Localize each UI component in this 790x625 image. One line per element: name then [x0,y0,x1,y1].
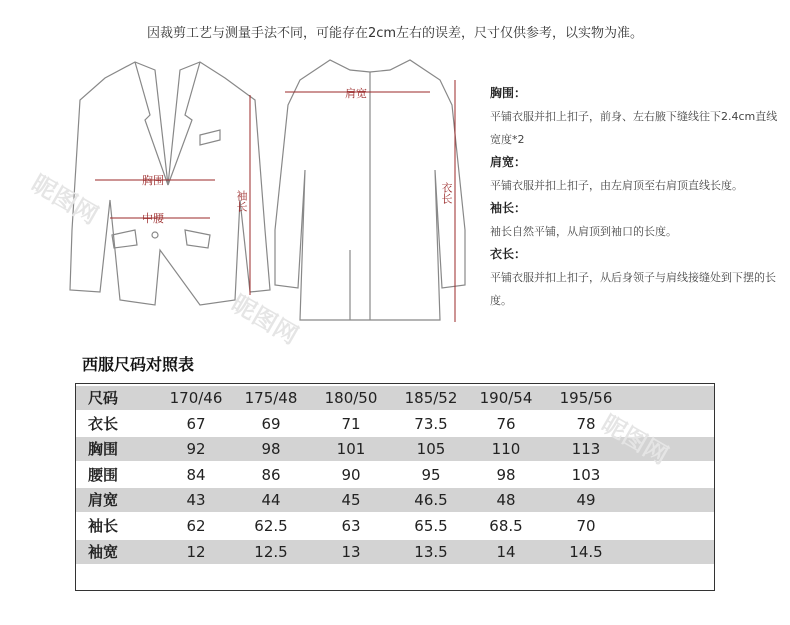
table-cell: 13 [341,542,361,561]
table-cell: 84 [186,465,206,484]
waist-label: 中腰 [142,213,164,225]
front-pocket-left [112,230,137,248]
suit-measurement-diagram [60,50,480,335]
table-row [76,488,714,512]
table-cell: 105 [416,440,446,459]
row-label: 腰围 [88,465,119,484]
row-label: 袖宽 [88,542,119,561]
table-cell: 43 [186,491,206,510]
table-cell: 78 [576,414,596,433]
table-cell: 86 [261,465,281,484]
front-lapel-right [168,62,200,185]
table-cell: 44 [261,491,281,510]
table-title: 西服尺码对照表 [82,355,195,374]
table-cell: 113 [571,440,601,459]
sleeve-label: 袖长 [235,190,247,212]
suit-diagram-svg [60,50,480,335]
table-cell: 98 [261,440,281,459]
note-sleeve-title: 袖长： [490,201,527,215]
table-cell: 73.5 [414,414,448,433]
table-cell: 69 [261,414,281,433]
table-cell: 195/56 [559,389,613,407]
table-cell: 190/54 [479,389,533,407]
table-cell: 63 [341,517,361,535]
table-cell: 95 [421,465,441,484]
table-cell: 62.5 [254,517,288,535]
table-cell: 62 [186,517,206,535]
watermark: 昵图网 [226,289,303,350]
row-label: 肩宽 [88,491,119,510]
front-breast-pocket [200,130,220,145]
note-shoulder-text: 平铺衣服并扣上扣子，由左肩顶至右肩顶直线长度。 [490,179,743,192]
table-cell: 76 [496,414,516,433]
table-cell: 12.5 [254,542,288,561]
table-cell: 98 [496,465,516,484]
note-length-title: 衣长： [490,247,527,261]
table-cell: 13.5 [414,542,448,561]
table-cell: 12 [186,542,206,561]
table-cell: 71 [341,414,361,433]
table-cell: 103 [571,465,601,484]
row-label: 袖长 [88,517,119,535]
front-jacket-outline [70,62,270,305]
note-length [490,243,780,312]
table-cell: 175/48 [244,389,298,407]
table-cell: 14 [496,542,516,561]
table-cell: 68.5 [489,517,523,535]
table-cell: 45 [341,491,361,510]
table-row [76,514,714,538]
table-row [76,540,714,564]
note-shoulder [490,151,780,197]
table-cell: 49 [576,491,596,510]
table-cell: 92 [186,440,206,459]
table-cell: 180/50 [324,389,378,407]
shoulder-label: 肩宽 [345,88,367,100]
watermark: 昵图网 [596,409,673,470]
front-lapel-left [135,62,168,185]
chest-label: 胸围 [142,175,164,187]
table-cell: 65.5 [414,517,448,535]
table-cell: 101 [336,440,366,459]
front-button [152,232,158,238]
table-cell: 170/46 [169,389,223,407]
note-chest-text: 平铺衣服并扣上扣子，前身、左右腋下缝线往下2.4cm直线宽度*2 [490,110,778,146]
row-label: 胸围 [88,440,119,459]
front-pocket-right [185,230,210,248]
note-chest-title: 胸围： [490,86,527,100]
measurement-notes [490,82,780,312]
length-label: 衣长 [440,182,452,204]
note-length-text: 平铺衣服并扣上扣子，从后身领子与肩线接缝处到下摆的长度。 [490,271,776,307]
disclaimer-text: 因裁剪工艺与测量手法不同，可能存在2cm左右的误差，尺寸仅供参考，以实物为准。 [146,26,644,41]
table-row [76,463,714,487]
table-cell: 48 [496,491,516,510]
note-sleeve-text: 袖长自然平铺，从肩顶到袖口的长度。 [490,225,677,238]
note-shoulder-title: 肩宽： [490,155,527,169]
row-label: 尺码 [88,389,119,407]
table-cell: 67 [186,414,206,433]
table-cell: 90 [341,465,361,484]
note-sleeve [490,197,780,243]
row-label: 衣长 [88,414,119,433]
table-cell: 185/52 [404,389,458,407]
table-cell: 14.5 [569,542,603,561]
table-cell: 46.5 [414,491,448,510]
table-cell: 70 [576,517,596,535]
table-cell: 110 [491,440,521,459]
note-chest [490,82,780,151]
watermark: 昵图网 [26,169,103,230]
